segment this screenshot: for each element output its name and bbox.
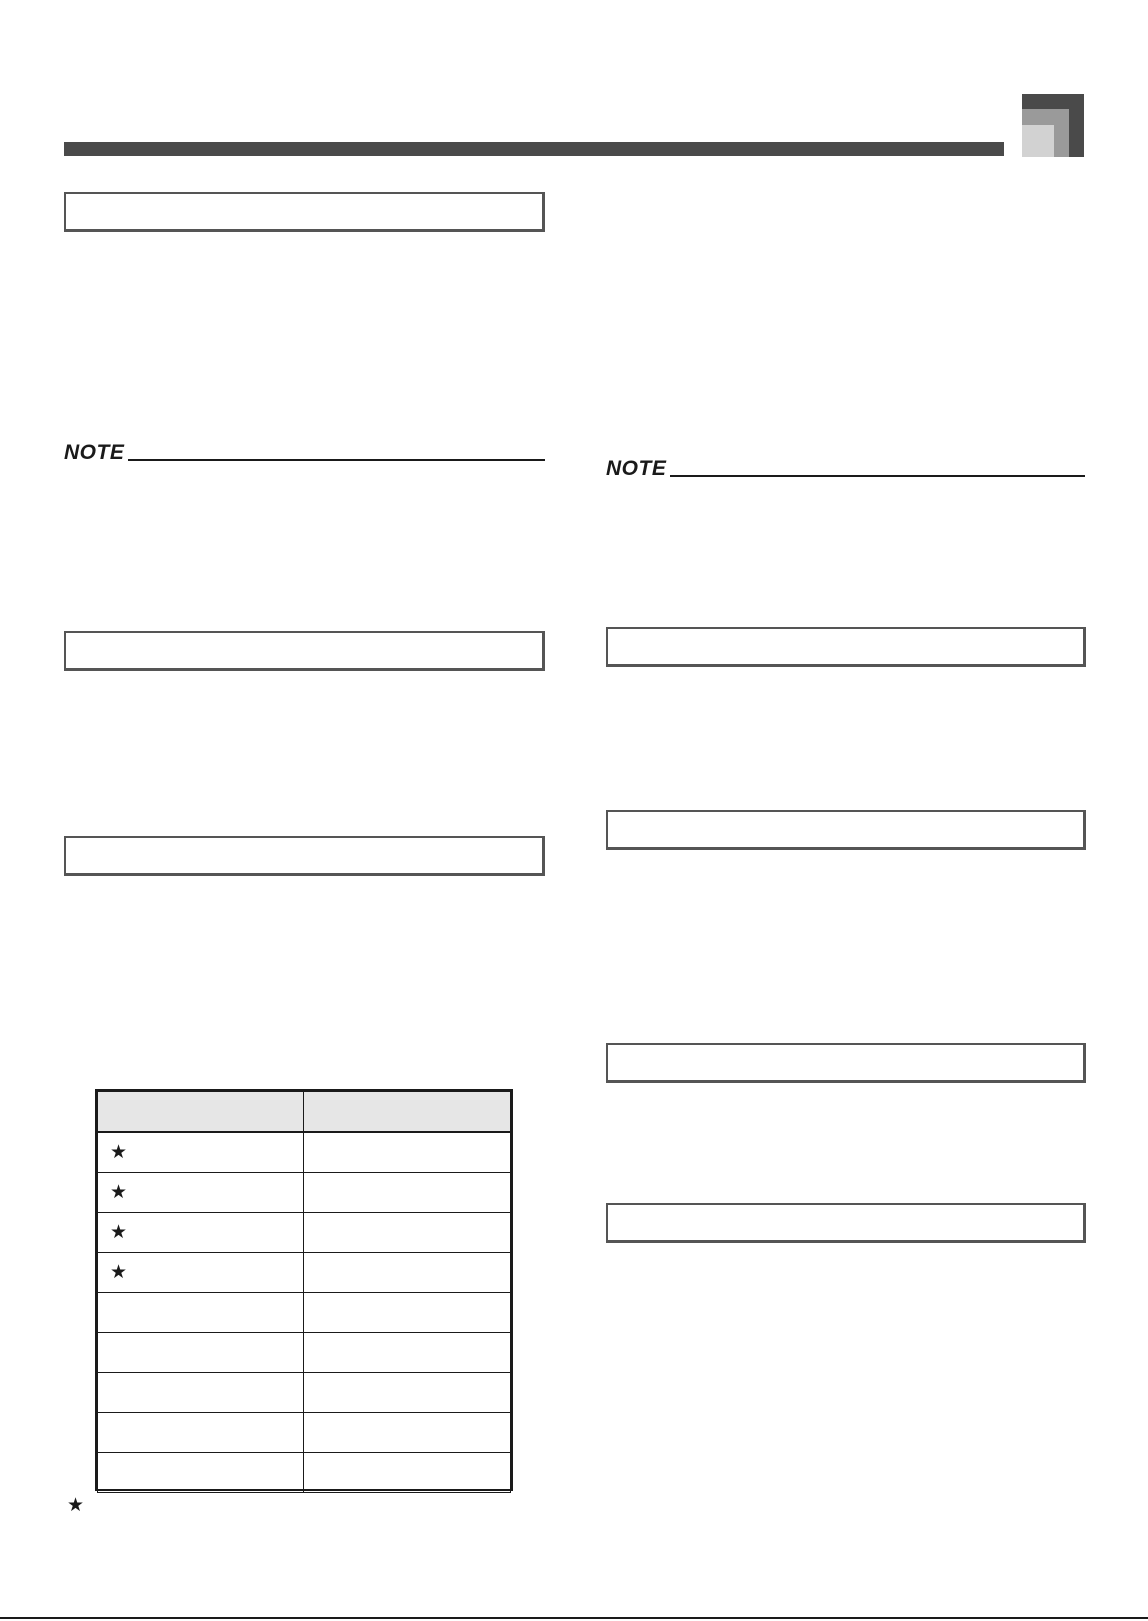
star-icon: ★ bbox=[110, 1142, 128, 1163]
table-row bbox=[98, 1373, 511, 1413]
table-row bbox=[98, 1333, 511, 1373]
table-header-row bbox=[98, 1092, 511, 1133]
page-corner-mark bbox=[1022, 94, 1084, 157]
left-section-heading-3 bbox=[64, 836, 545, 876]
table-row bbox=[98, 1293, 511, 1333]
table-row bbox=[98, 1173, 511, 1213]
star-icon: ★ bbox=[110, 1222, 128, 1243]
table-cell-value bbox=[304, 1413, 511, 1453]
right-section-heading-1 bbox=[606, 627, 1086, 667]
table-row bbox=[98, 1413, 511, 1453]
left-section-heading-2 bbox=[64, 631, 545, 671]
table-cell-value bbox=[304, 1373, 511, 1413]
table-cell-value bbox=[304, 1173, 511, 1213]
table-cell-value bbox=[304, 1333, 511, 1373]
bottom-rule bbox=[0, 1617, 1148, 1619]
table-header-cell-1 bbox=[98, 1092, 304, 1133]
right-note-rule bbox=[670, 475, 1085, 477]
table-cell-value bbox=[304, 1293, 511, 1333]
corner-light-square bbox=[1022, 125, 1054, 157]
table-cell-mark bbox=[98, 1132, 304, 1173]
right-section-heading-4 bbox=[606, 1203, 1086, 1243]
left-note bbox=[64, 440, 545, 464]
right-section-heading-2 bbox=[606, 810, 1086, 850]
footnote-star-icon: ★ bbox=[67, 1495, 85, 1516]
table-cell-mark bbox=[98, 1173, 304, 1213]
table-cell-mark bbox=[98, 1333, 304, 1373]
table-cell-mark bbox=[98, 1293, 304, 1333]
table-cell-mark bbox=[98, 1213, 304, 1253]
table-row bbox=[98, 1453, 511, 1493]
data-table bbox=[95, 1089, 513, 1491]
table-cell-mark bbox=[98, 1373, 304, 1413]
table-cell-mark bbox=[98, 1453, 304, 1493]
right-note-label: NOTE bbox=[606, 457, 667, 480]
left-note-label: NOTE bbox=[64, 441, 125, 464]
table-cell-mark bbox=[98, 1253, 304, 1293]
star-icon: ★ bbox=[110, 1182, 128, 1203]
table-cell-value bbox=[304, 1253, 511, 1293]
table-row bbox=[98, 1213, 511, 1253]
header-bar bbox=[64, 142, 1004, 156]
left-note-rule bbox=[128, 459, 545, 461]
left-section-heading-1 bbox=[64, 192, 545, 232]
table-header-cell-2 bbox=[304, 1092, 511, 1133]
table-cell-value bbox=[304, 1453, 511, 1493]
table-cell-value bbox=[304, 1132, 511, 1173]
right-note bbox=[606, 456, 1085, 480]
table-cell-value bbox=[304, 1213, 511, 1253]
table-row bbox=[98, 1253, 511, 1293]
table-cell-mark bbox=[98, 1413, 304, 1453]
right-section-heading-3 bbox=[606, 1043, 1086, 1083]
table-row bbox=[98, 1132, 511, 1173]
star-icon: ★ bbox=[110, 1262, 128, 1283]
